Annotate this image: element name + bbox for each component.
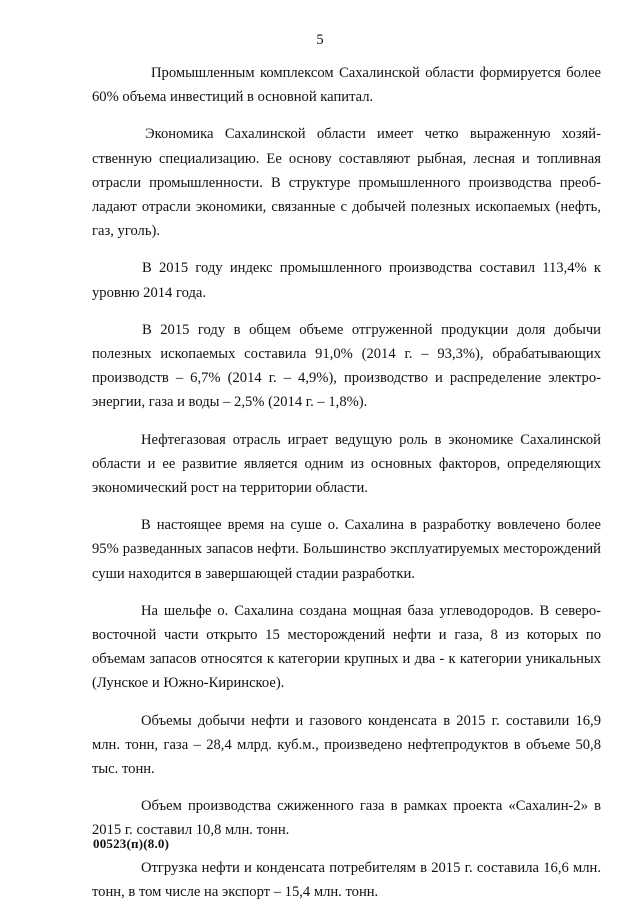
document-body xyxy=(92,61,601,917)
paragraph-oil-gas-output: Объемы добычи нефти и газового конденсата в 2015 г. составили 16,9 млн. тонн, газа – 28,4 млрд. куб.м., произведено нефтепродуктов в объеме 50,8 тыс. тонн. xyxy=(92,712,601,778)
paragraph-onshore-reserves: В настоящее время на суше о. Сахалина в разработку вовлечено более 95% разведанных запасов нефти. Большинство эксплуатируемых месторождений суши находится в завершающей стадии разработки. xyxy=(92,517,601,582)
document-footer-code: 00523(п)(8.0) xyxy=(93,836,170,851)
paragraph-economic-specialization: Экономика Сахалинской области имеет четко выраженную хозяйственную специализацию. Ее основу составляют рыбная, лесная и топливная отрасли промышленности. В структуре промышленного производства преобладают отрасли экономики, связанные с добычей полезных ископаемых (нефть, газ, уголь). xyxy=(92,126,601,240)
paragraph-industrial-investment: Промышленным комплексом Сахалинской области формируется более 60% объема инвестиций в основной капитал. xyxy=(92,65,601,106)
paragraph-production-index: В 2015 году индекс промышленного производства составил 113,4% к уровню 2014 года. xyxy=(92,260,601,301)
paragraph-oil-gas-role: Нефтегазовая отрасль играет ведущую роль в экономике Сахалинской области и ее развитие является одним из основных факторов, определяющих экономический рост на территории области. xyxy=(92,431,601,497)
paragraph-lng-production: Объем производства сжиженного газа в рамках проекта «Сахалин-2» в 2015 г. составил 10,8 млн. тонн. xyxy=(92,798,601,839)
page-number: 5 xyxy=(316,32,324,48)
paragraph-offshore-base: На шельфе о. Сахалина создана мощная база углеводородов. В северо-восточной части открыто 15 месторождений нефти и газа, 8 из которых по объемам запасов относятся к категории крупных и два - к категории уникальных (Лунское и Южно-Киринское). xyxy=(92,602,601,692)
paragraph-oil-shipments: Отгрузка нефти и конденсата потребителям в 2015 г. составила 16,6 млн. тонн, в том числе на экспорт – 15,4 млн. тонн. xyxy=(92,859,601,900)
paragraph-shipped-production-share: В 2015 году в общем объеме отгруженной продукции доля добычи полезных ископаемых составила 91,0% (2014 г. – 93,3%), обрабатывающих производств – 6,7% (2014 г. – 4,9%), производство и распределение электроэнергии, газа и воды – 2,5% (2014 г. – 1,8%). xyxy=(92,321,601,411)
